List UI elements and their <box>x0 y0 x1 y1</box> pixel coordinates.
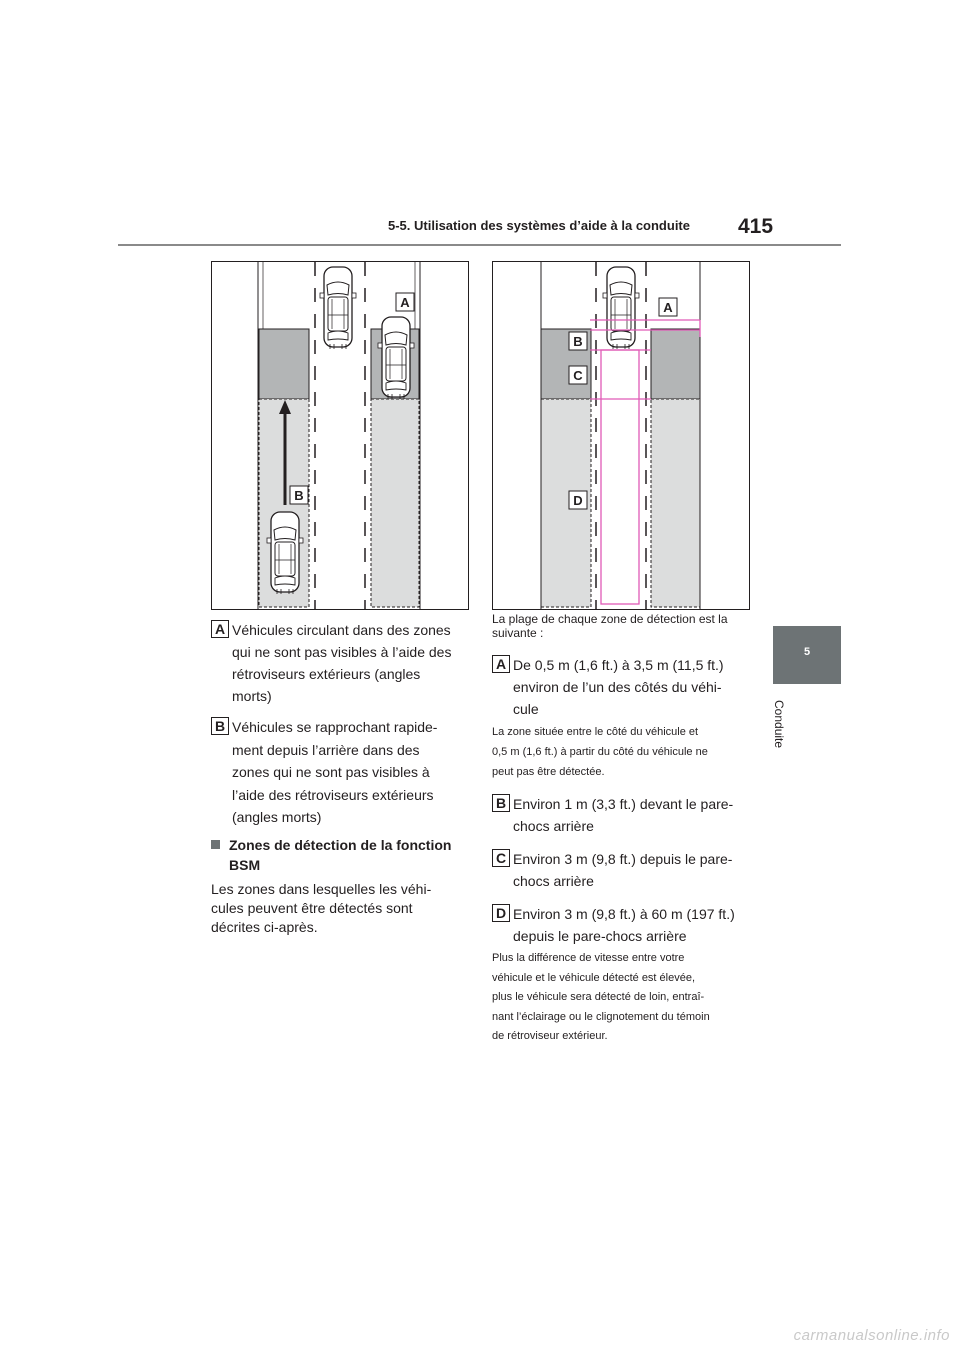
zone-badge-b: B <box>492 794 510 812</box>
figure-label-d: D <box>573 493 583 508</box>
legend-line: morts) <box>232 688 272 704</box>
chapter-tab-label: Conduite <box>772 700 786 749</box>
legend-line: l’aide des rétroviseurs extérieurs <box>232 786 434 803</box>
zone-item-c: C Environ 3 m (9,8 ft.) depuis le pare- chocs arrière <box>492 847 754 893</box>
legend-item-a <box>211 618 471 708</box>
legend-line: ment depuis l’arrière dans des <box>232 741 420 758</box>
legend-line: Véhicules circulant dans des zones <box>232 622 451 638</box>
heading-square-icon <box>211 840 220 849</box>
legend-badge-b: B <box>211 717 229 735</box>
figure-label-b: B <box>294 488 304 503</box>
blind-spot-illustration <box>211 261 469 610</box>
watermark: carmanualsonline.info <box>793 1327 950 1344</box>
zone-badge-c: C <box>492 849 510 867</box>
legend-line: (angles morts) <box>232 809 322 825</box>
legend-line: Véhicules se rapprochant rapide- <box>232 719 438 735</box>
zone-note-d: Plus la différence de vitesse entre votre véhicule et le véhicule détecté est élevée, plus le véhicule sera détecté de loin, entraî- nant l’éclairage ou le clignotement du témoin de rétroviseur extérieur. <box>492 952 710 1042</box>
figure-label-b: B <box>573 334 583 349</box>
legend-badge-a: A <box>211 620 229 638</box>
figure-label-a: A <box>663 300 673 315</box>
legend-item-b <box>211 715 471 830</box>
figure-label-c: C <box>573 368 583 383</box>
header-rule <box>118 244 841 246</box>
zone-item-b: B Environ 1 m (3,3 ft.) devant le pare- chocs arrière <box>492 792 754 838</box>
zone-badge-a: A <box>492 655 510 673</box>
section-title: 5-5. Utilisation des systèmes d’aide à la conduite <box>388 218 690 233</box>
zone-badge-d: D <box>492 904 510 922</box>
legend-line: zones qui ne sont pas visibles à <box>232 764 430 780</box>
detection-zone-illustration <box>492 261 750 610</box>
zone-item-d: D Environ 3 m (9,8 ft.) à 60 m (197 ft.) depuis le pare-chocs arrière <box>492 902 754 948</box>
zone-intro: La plage de chaque zone de détection est la suivante : <box>492 612 728 640</box>
section-body: Les zones dans lesquelles les véhi- cules peuvent être détectés sont décrites ci-après. <box>211 881 432 935</box>
legend-line: qui ne sont pas visibles à l’aide des <box>232 644 452 660</box>
legend-line: rétroviseurs extérieurs (angles <box>232 666 421 682</box>
figure-label-a: A <box>400 295 410 310</box>
chapter-tab-number: 5 <box>803 646 811 658</box>
zone-note-a: La zone située entre le côté du véhicule et 0,5 m (1,6 ft.) à partir du côté du véhicule ne peut pas être détectée. <box>492 726 708 778</box>
page-number: 415 <box>738 215 774 238</box>
zone-item-a: A De 0,5 m (1,6 ft.) à 3,5 m (11,5 ft.) environ de l’un des côtés du véhi- cule <box>492 653 754 723</box>
